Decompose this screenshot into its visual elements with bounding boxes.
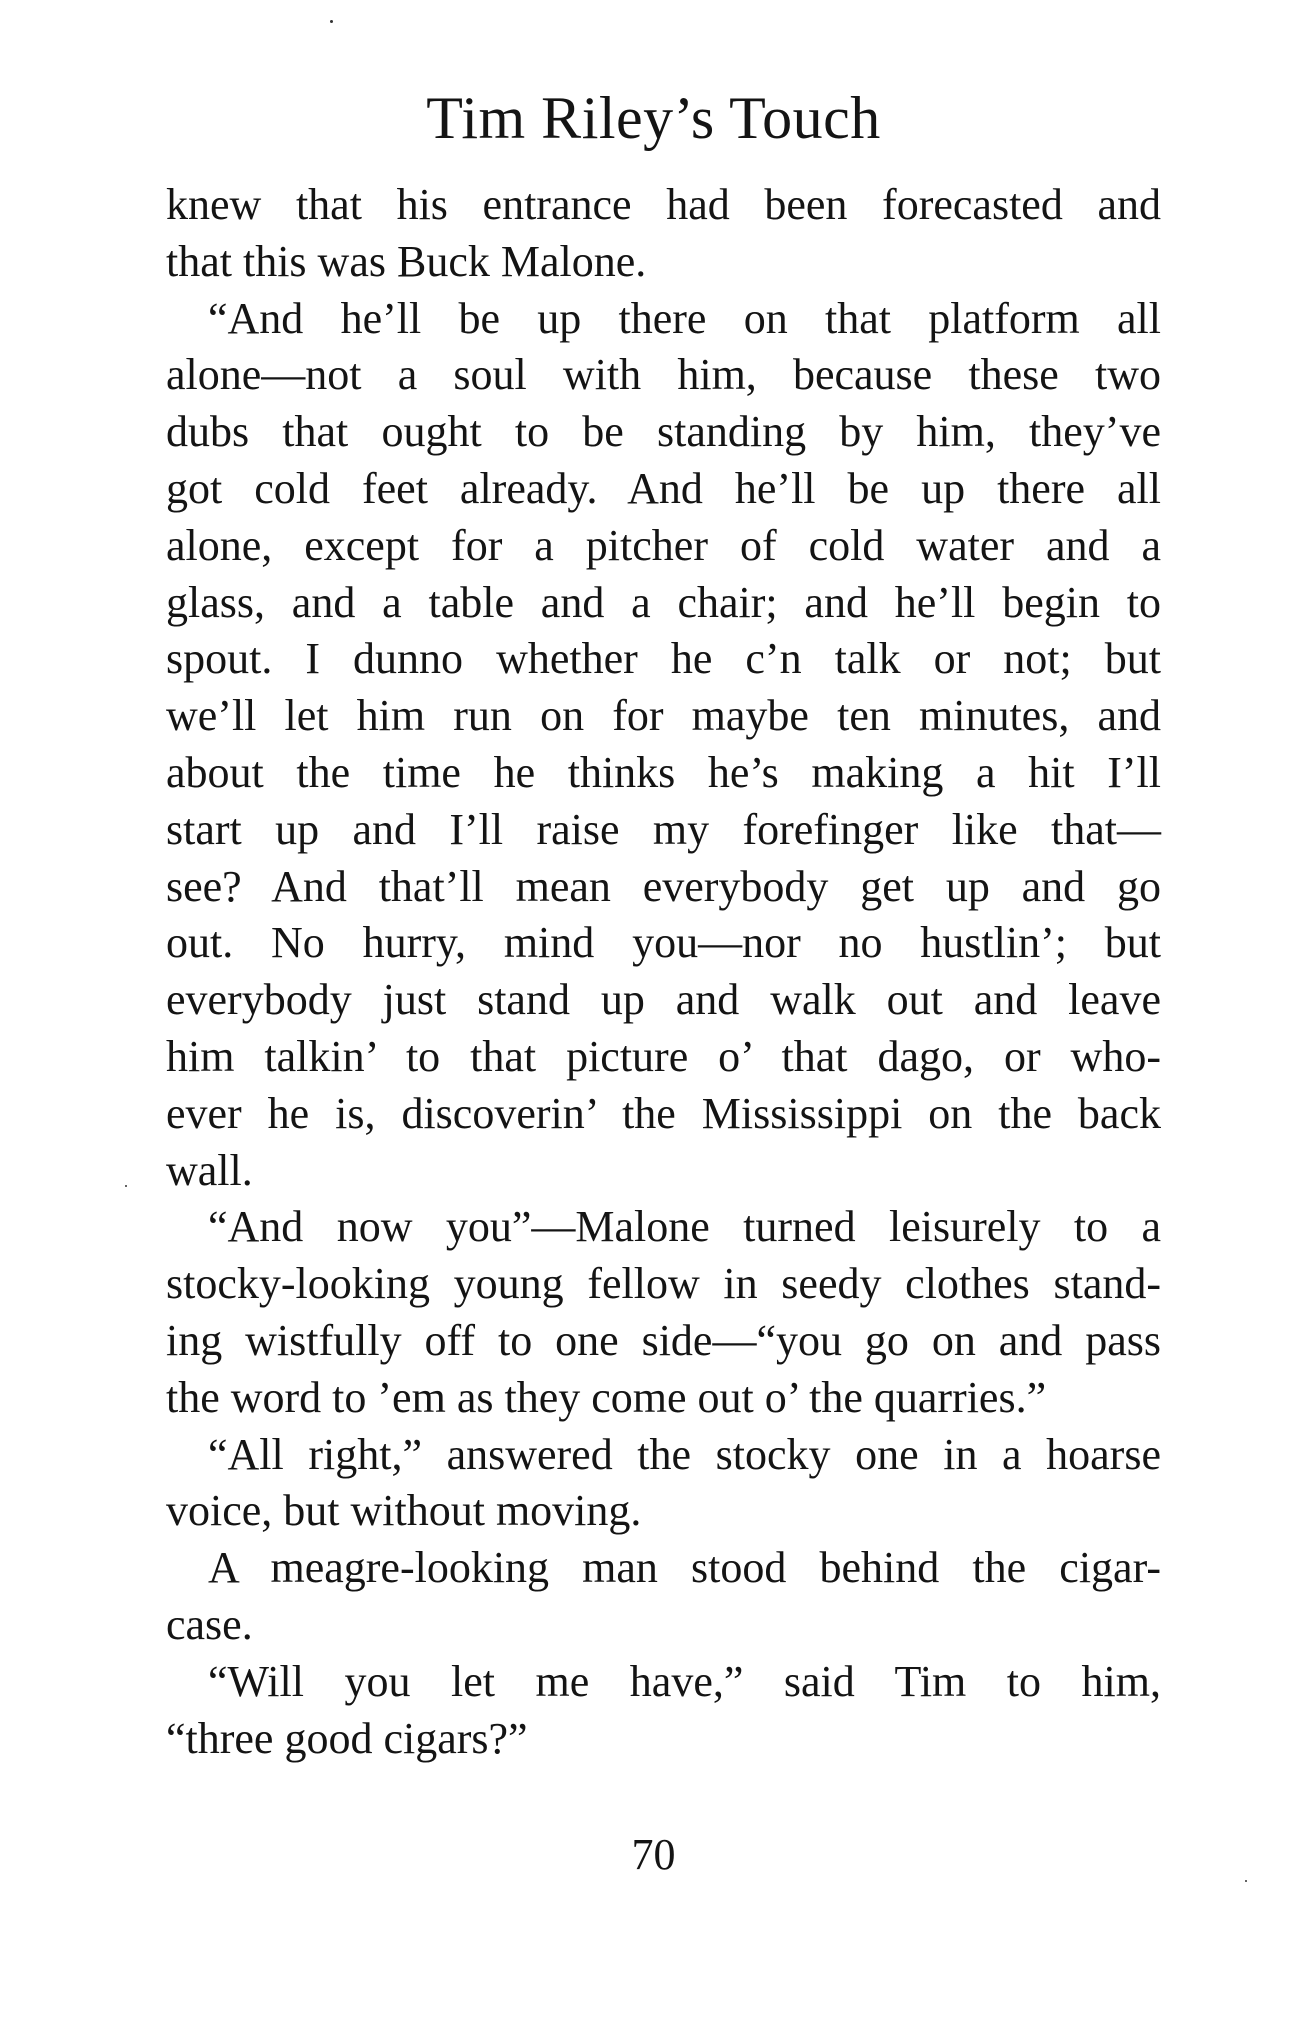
text-line: “three good cigars?” xyxy=(166,1713,528,1763)
paragraph-6 xyxy=(166,1654,1161,1768)
text-line: case. xyxy=(166,1599,253,1649)
text-line: glass, and a table and a chair; and he’ll begin to xyxy=(166,577,1161,627)
paragraph-2 xyxy=(166,291,1161,1200)
text-line: see? And that’ll mean everybody get up and go xyxy=(166,861,1161,911)
paragraph-1 xyxy=(166,177,1161,291)
text-line: wall. xyxy=(166,1145,253,1195)
text-line: “And he’ll be up there on that platform all xyxy=(208,293,1161,343)
text-line: voice, but without moving. xyxy=(166,1486,642,1536)
paragraph-5 xyxy=(166,1540,1161,1654)
text-line: him talkin’ to that picture o’ that dago, or who- xyxy=(166,1031,1161,1081)
text-line: “And now you”—Malone turned leisurely to a xyxy=(208,1202,1161,1252)
text-line: spout. I dunno whether he c’n talk or not; but xyxy=(166,634,1161,684)
text-line: we’ll let him run on for maybe ten minutes, and xyxy=(166,691,1161,741)
body-text xyxy=(166,177,1161,1767)
scan-speck xyxy=(1245,1880,1247,1882)
text-line: start up and I’ll raise my forefinger like that— xyxy=(166,804,1161,854)
page-number: 70 xyxy=(631,1830,676,1879)
paragraph-3 xyxy=(166,1199,1161,1426)
text-line: stocky-looking young fellow in seedy clothes stand- xyxy=(166,1259,1161,1309)
text-line: got cold feet already. And he’ll be up there all xyxy=(166,463,1161,513)
text-line: knew that his entrance had been forecasted and xyxy=(166,180,1161,229)
text-line: alone, except for a pitcher of cold water and a xyxy=(166,520,1161,570)
text-line: about the time he thinks he’s making a hit I’ll xyxy=(166,747,1161,797)
paragraph-4 xyxy=(166,1427,1161,1541)
text-line: out. No hurry, mind you—nor no hustlin’; but xyxy=(166,918,1161,968)
text-line: alone—not a soul with him, because these two xyxy=(166,350,1161,400)
text-line: ever he is, discoverin’ the Mississippi on the back xyxy=(166,1088,1161,1138)
text-line: dubs that ought to be standing by him, they’ve xyxy=(166,407,1161,457)
running-head: Tim Riley’s Touch xyxy=(426,85,881,151)
scan-speck xyxy=(125,1185,127,1187)
text-line: “All right,” answered the stocky one in a hoarse xyxy=(208,1429,1161,1479)
text-line: “Will you let me have,” said Tim to him, xyxy=(208,1656,1161,1706)
text-line: everybody just stand up and walk out and leave xyxy=(166,975,1161,1025)
text-line: A meagre-looking man stood behind the cigar- xyxy=(208,1543,1161,1593)
text-line: ing wistfully off to one side—“you go on and pass xyxy=(166,1315,1161,1365)
scan-speck xyxy=(330,20,333,23)
text-line: that this was Buck Malone. xyxy=(166,236,647,286)
text-line: the word to ’em as they come out o’ the quarries.” xyxy=(166,1372,1047,1422)
